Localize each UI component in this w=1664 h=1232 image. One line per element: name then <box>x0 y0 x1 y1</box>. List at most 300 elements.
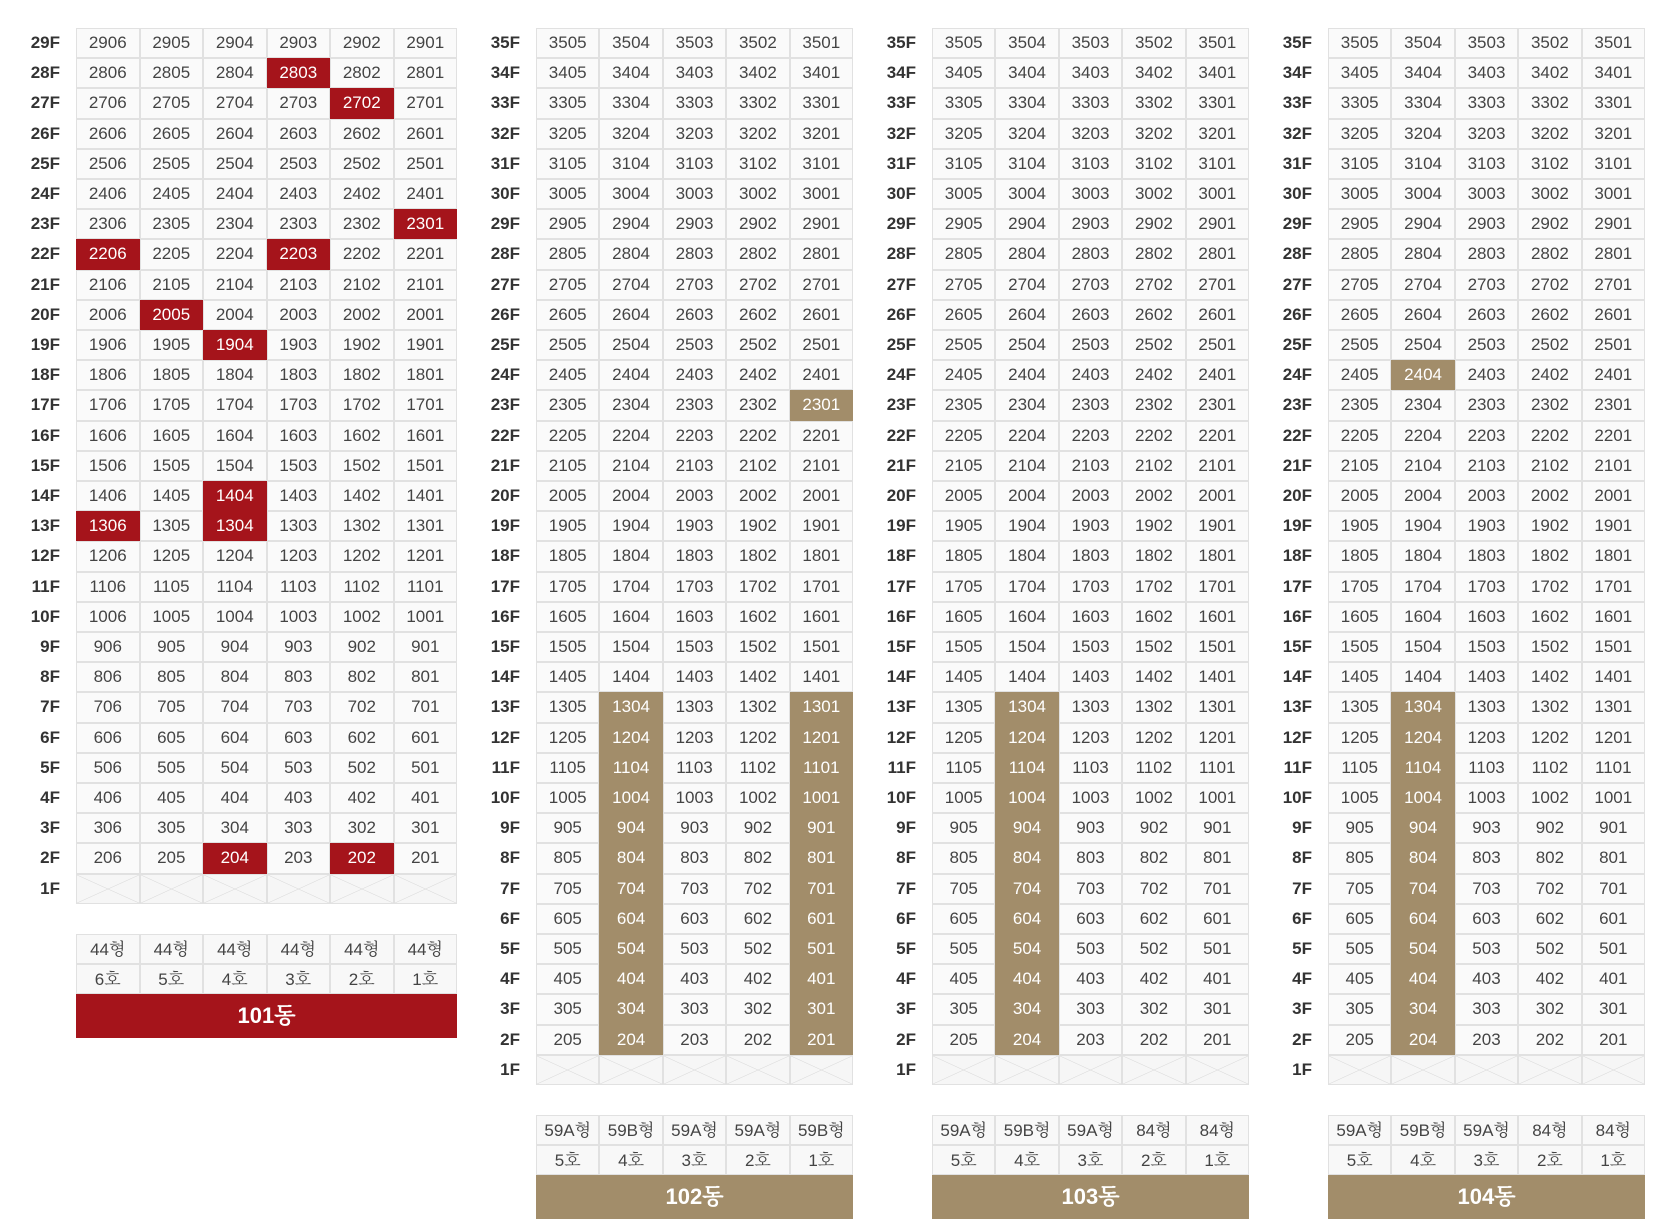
unit-cell[interactable]: 1003 <box>267 602 331 632</box>
unit-cell[interactable]: 2705 <box>1328 270 1391 300</box>
unit-cell[interactable]: 3405 <box>1328 58 1391 88</box>
unit-cell[interactable]: 3004 <box>1391 179 1454 209</box>
unit-cell[interactable]: 3204 <box>995 119 1058 149</box>
unit-cell[interactable]: 1602 <box>726 602 789 632</box>
unit-cell[interactable]: 3102 <box>1518 149 1581 179</box>
unit-cell[interactable]: 2503 <box>267 149 331 179</box>
unit-cell[interactable]: 2204 <box>599 421 662 451</box>
unit-cell[interactable]: 2404 <box>1391 360 1454 390</box>
unit-cell[interactable]: 2904 <box>995 209 1058 239</box>
unit-cell[interactable]: 1705 <box>536 572 599 602</box>
unit-cell[interactable]: 1306 <box>76 511 140 541</box>
unit-cell[interactable]: 2804 <box>599 239 662 269</box>
unit-cell[interactable]: 1901 <box>790 511 853 541</box>
unit-cell[interactable]: 605 <box>140 723 204 753</box>
unit-cell[interactable]: 1703 <box>663 572 726 602</box>
unit-cell[interactable]: 3003 <box>663 179 726 209</box>
unit-cell[interactable]: 2803 <box>267 58 331 88</box>
unit-cell[interactable]: 1102 <box>726 753 789 783</box>
unit-cell[interactable]: 2605 <box>140 119 204 149</box>
unit-cell[interactable]: 305 <box>1328 994 1391 1024</box>
unit-cell[interactable]: 804 <box>599 843 662 873</box>
unit-cell[interactable]: 3003 <box>1455 179 1518 209</box>
unit-cell[interactable]: 704 <box>1391 874 1454 904</box>
unit-cell[interactable]: 801 <box>790 843 853 873</box>
unit-cell[interactable]: 2004 <box>203 300 267 330</box>
unit-cell[interactable]: 1104 <box>995 753 1058 783</box>
unit-cell[interactable]: 904 <box>1391 813 1454 843</box>
unit-cell[interactable]: 1605 <box>932 602 995 632</box>
unit-cell[interactable]: 3402 <box>1122 58 1185 88</box>
unit-cell[interactable]: 2104 <box>995 451 1058 481</box>
unit-cell[interactable]: 2505 <box>1328 330 1391 360</box>
unit-cell[interactable]: 2803 <box>1059 239 1122 269</box>
unit-cell[interactable]: 1103 <box>1455 753 1518 783</box>
unit-cell[interactable]: 2002 <box>1122 481 1185 511</box>
unit-cell[interactable]: 1304 <box>599 692 662 722</box>
unit-cell[interactable]: 2104 <box>1391 451 1454 481</box>
unit-cell[interactable]: 206 <box>76 843 140 873</box>
unit-cell[interactable]: 2604 <box>1391 300 1454 330</box>
unit-cell[interactable]: 2101 <box>1186 451 1249 481</box>
unit-cell[interactable]: 2904 <box>203 28 267 58</box>
unit-cell[interactable]: 1905 <box>536 511 599 541</box>
unit-cell[interactable]: 2302 <box>726 390 789 420</box>
unit-cell[interactable]: 401 <box>1186 964 1249 994</box>
unit-cell[interactable]: 1001 <box>1582 783 1645 813</box>
unit-cell[interactable]: 2504 <box>599 330 662 360</box>
unit-cell[interactable]: 303 <box>663 994 726 1024</box>
unit-cell[interactable]: 2505 <box>536 330 599 360</box>
unit-cell[interactable]: 1105 <box>140 572 204 602</box>
unit-cell[interactable]: 1304 <box>1391 692 1454 722</box>
unit-cell[interactable]: 402 <box>1122 964 1185 994</box>
unit-cell[interactable]: 503 <box>1059 934 1122 964</box>
unit-cell[interactable]: 2502 <box>330 149 394 179</box>
unit-cell[interactable]: 2603 <box>663 300 726 330</box>
unit-cell[interactable]: 2401 <box>790 360 853 390</box>
unit-cell[interactable]: 1603 <box>663 602 726 632</box>
unit-cell[interactable]: 3001 <box>1186 179 1249 209</box>
unit-cell[interactable]: 1601 <box>394 421 458 451</box>
unit-cell[interactable]: 1904 <box>599 511 662 541</box>
unit-cell[interactable]: 2805 <box>536 239 599 269</box>
unit-cell[interactable]: 1604 <box>203 421 267 451</box>
unit-cell[interactable]: 301 <box>1582 994 1645 1024</box>
unit-cell[interactable]: 403 <box>663 964 726 994</box>
unit-cell[interactable]: 2103 <box>1455 451 1518 481</box>
unit-cell[interactable]: 3204 <box>1391 119 1454 149</box>
unit-cell[interactable]: 2501 <box>790 330 853 360</box>
unit-cell[interactable]: 803 <box>1059 843 1122 873</box>
unit-cell[interactable]: 205 <box>536 1025 599 1055</box>
unit-cell[interactable]: 1002 <box>330 602 394 632</box>
unit-cell[interactable]: 202 <box>330 843 394 873</box>
unit-cell[interactable]: 2504 <box>1391 330 1454 360</box>
unit-cell[interactable]: 2102 <box>1122 451 1185 481</box>
unit-cell[interactable]: 702 <box>330 692 394 722</box>
unit-cell[interactable]: 2001 <box>790 481 853 511</box>
unit-cell[interactable]: 1405 <box>536 662 599 692</box>
unit-cell[interactable]: 2902 <box>726 209 789 239</box>
unit-cell[interactable]: 302 <box>726 994 789 1024</box>
unit-cell[interactable]: 2402 <box>330 179 394 209</box>
unit-cell[interactable]: 1902 <box>330 330 394 360</box>
unit-cell[interactable]: 1301 <box>394 511 458 541</box>
unit-cell[interactable]: 506 <box>76 753 140 783</box>
unit-cell[interactable]: 1302 <box>1122 692 1185 722</box>
unit-cell[interactable]: 2104 <box>203 270 267 300</box>
unit-cell[interactable]: 1102 <box>1518 753 1581 783</box>
unit-cell[interactable]: 1002 <box>1122 783 1185 813</box>
unit-cell[interactable]: 1205 <box>536 723 599 753</box>
unit-cell[interactable]: 1604 <box>1391 602 1454 632</box>
unit-cell[interactable]: 705 <box>140 692 204 722</box>
unit-cell[interactable]: 405 <box>536 964 599 994</box>
unit-cell[interactable]: 1901 <box>1582 511 1645 541</box>
unit-cell[interactable]: 2902 <box>1122 209 1185 239</box>
unit-cell[interactable]: 1005 <box>932 783 995 813</box>
unit-cell[interactable]: 3203 <box>1059 119 1122 149</box>
unit-cell[interactable]: 3105 <box>932 149 995 179</box>
unit-cell[interactable]: 302 <box>1122 994 1185 1024</box>
unit-cell[interactable]: 2604 <box>599 300 662 330</box>
unit-cell[interactable]: 805 <box>536 843 599 873</box>
unit-cell[interactable]: 2403 <box>1059 360 1122 390</box>
unit-cell[interactable]: 303 <box>1059 994 1122 1024</box>
unit-cell[interactable]: 401 <box>1582 964 1645 994</box>
unit-cell[interactable]: 2001 <box>1186 481 1249 511</box>
unit-cell[interactable]: 404 <box>599 964 662 994</box>
unit-cell[interactable]: 502 <box>330 753 394 783</box>
unit-cell[interactable]: 1502 <box>1518 632 1581 662</box>
unit-cell[interactable]: 2605 <box>1328 300 1391 330</box>
unit-cell[interactable]: 1405 <box>140 481 204 511</box>
unit-cell[interactable]: 2802 <box>1122 239 1185 269</box>
unit-cell[interactable]: 1004 <box>995 783 1058 813</box>
unit-cell[interactable]: 703 <box>267 692 331 722</box>
unit-cell[interactable]: 2602 <box>330 119 394 149</box>
unit-cell[interactable]: 1202 <box>726 723 789 753</box>
unit-cell[interactable]: 901 <box>1582 813 1645 843</box>
unit-cell[interactable]: 503 <box>1455 934 1518 964</box>
unit-cell[interactable]: 1705 <box>140 390 204 420</box>
unit-cell[interactable]: 1505 <box>1328 632 1391 662</box>
unit-cell[interactable]: 604 <box>995 904 1058 934</box>
unit-cell[interactable]: 2503 <box>1455 330 1518 360</box>
unit-cell[interactable]: 2204 <box>1391 421 1454 451</box>
unit-cell[interactable]: 1704 <box>203 390 267 420</box>
unit-cell[interactable]: 1502 <box>726 632 789 662</box>
unit-cell[interactable]: 503 <box>267 753 331 783</box>
unit-cell[interactable]: 204 <box>1391 1025 1454 1055</box>
unit-cell[interactable]: 1203 <box>1059 723 1122 753</box>
unit-cell[interactable]: 1004 <box>1391 783 1454 813</box>
unit-cell[interactable]: 1802 <box>1122 541 1185 571</box>
unit-cell[interactable]: 1005 <box>1328 783 1391 813</box>
unit-cell[interactable]: 1804 <box>203 360 267 390</box>
unit-cell[interactable]: 1603 <box>1059 602 1122 632</box>
unit-cell[interactable]: 2903 <box>1455 209 1518 239</box>
unit-cell[interactable]: 905 <box>1328 813 1391 843</box>
unit-cell[interactable]: 1705 <box>932 572 995 602</box>
unit-cell[interactable]: 804 <box>995 843 1058 873</box>
unit-cell[interactable]: 2703 <box>1455 270 1518 300</box>
unit-cell[interactable]: 3502 <box>1122 28 1185 58</box>
unit-cell[interactable]: 402 <box>726 964 789 994</box>
unit-cell[interactable]: 3101 <box>1186 149 1249 179</box>
unit-cell[interactable]: 2406 <box>76 179 140 209</box>
unit-cell[interactable]: 704 <box>599 874 662 904</box>
unit-cell[interactable]: 902 <box>1518 813 1581 843</box>
unit-cell[interactable]: 901 <box>394 632 458 662</box>
unit-cell[interactable]: 1504 <box>599 632 662 662</box>
unit-cell[interactable]: 1804 <box>599 541 662 571</box>
unit-cell[interactable]: 2401 <box>1582 360 1645 390</box>
unit-cell[interactable]: 3505 <box>1328 28 1391 58</box>
unit-cell[interactable]: 2201 <box>394 239 458 269</box>
unit-cell[interactable]: 1601 <box>1186 602 1249 632</box>
unit-cell[interactable]: 1101 <box>1186 753 1249 783</box>
unit-cell[interactable]: 2506 <box>76 149 140 179</box>
unit-cell[interactable]: 2705 <box>932 270 995 300</box>
unit-cell[interactable]: 2402 <box>726 360 789 390</box>
unit-cell[interactable]: 605 <box>536 904 599 934</box>
unit-cell[interactable]: 1404 <box>1391 662 1454 692</box>
unit-cell[interactable]: 2102 <box>726 451 789 481</box>
unit-cell[interactable]: 2303 <box>1059 390 1122 420</box>
unit-cell[interactable]: 1703 <box>1455 572 1518 602</box>
unit-cell[interactable]: 1804 <box>1391 541 1454 571</box>
unit-cell[interactable]: 1704 <box>1391 572 1454 602</box>
unit-cell[interactable]: 2004 <box>1391 481 1454 511</box>
unit-cell[interactable]: 1002 <box>726 783 789 813</box>
unit-cell[interactable]: 705 <box>1328 874 1391 904</box>
unit-cell[interactable]: 806 <box>76 662 140 692</box>
unit-cell[interactable]: 3403 <box>1455 58 1518 88</box>
unit-cell[interactable]: 1901 <box>1186 511 1249 541</box>
unit-cell[interactable]: 2502 <box>726 330 789 360</box>
unit-cell[interactable]: 701 <box>394 692 458 722</box>
unit-cell[interactable]: 903 <box>663 813 726 843</box>
unit-cell[interactable]: 1803 <box>1455 541 1518 571</box>
unit-cell[interactable]: 3404 <box>995 58 1058 88</box>
unit-cell[interactable]: 2903 <box>267 28 331 58</box>
unit-cell[interactable]: 1605 <box>536 602 599 632</box>
unit-cell[interactable]: 3503 <box>663 28 726 58</box>
unit-cell[interactable]: 2301 <box>1582 390 1645 420</box>
unit-cell[interactable]: 3002 <box>1122 179 1185 209</box>
unit-cell[interactable]: 1102 <box>1122 753 1185 783</box>
unit-cell[interactable]: 1501 <box>394 451 458 481</box>
unit-cell[interactable]: 3004 <box>599 179 662 209</box>
unit-cell[interactable]: 1505 <box>140 451 204 481</box>
unit-cell[interactable]: 304 <box>1391 994 1454 1024</box>
unit-cell[interactable]: 302 <box>330 813 394 843</box>
unit-cell[interactable]: 2803 <box>663 239 726 269</box>
unit-cell[interactable]: 2002 <box>1518 481 1581 511</box>
unit-cell[interactable]: 1103 <box>267 572 331 602</box>
unit-cell[interactable]: 201 <box>1582 1025 1645 1055</box>
unit-cell[interactable]: 1301 <box>1186 692 1249 722</box>
unit-cell[interactable]: 2003 <box>267 300 331 330</box>
unit-cell[interactable]: 2604 <box>995 300 1058 330</box>
unit-cell[interactable]: 2501 <box>394 149 458 179</box>
unit-cell[interactable]: 505 <box>1328 934 1391 964</box>
unit-cell[interactable]: 1201 <box>394 541 458 571</box>
unit-cell[interactable]: 3203 <box>663 119 726 149</box>
unit-cell[interactable]: 2305 <box>536 390 599 420</box>
unit-cell[interactable]: 2005 <box>536 481 599 511</box>
unit-cell[interactable]: 2003 <box>1455 481 1518 511</box>
unit-cell[interactable]: 2202 <box>1518 421 1581 451</box>
unit-cell[interactable]: 1401 <box>790 662 853 692</box>
unit-cell[interactable]: 2606 <box>76 119 140 149</box>
unit-cell[interactable]: 1605 <box>140 421 204 451</box>
unit-cell[interactable]: 1801 <box>1186 541 1249 571</box>
unit-cell[interactable]: 2801 <box>1186 239 1249 269</box>
unit-cell[interactable]: 1604 <box>995 602 1058 632</box>
unit-cell[interactable]: 2105 <box>932 451 995 481</box>
unit-cell[interactable]: 2404 <box>599 360 662 390</box>
unit-cell[interactable]: 3102 <box>726 149 789 179</box>
unit-cell[interactable]: 1802 <box>726 541 789 571</box>
unit-cell[interactable]: 604 <box>203 723 267 753</box>
unit-cell[interactable]: 2503 <box>1059 330 1122 360</box>
unit-cell[interactable]: 3502 <box>1518 28 1581 58</box>
unit-cell[interactable]: 2402 <box>1518 360 1581 390</box>
unit-cell[interactable]: 202 <box>1122 1025 1185 1055</box>
unit-cell[interactable]: 2301 <box>394 209 458 239</box>
unit-cell[interactable]: 2201 <box>1582 421 1645 451</box>
unit-cell[interactable]: 1301 <box>790 692 853 722</box>
unit-cell[interactable]: 2801 <box>790 239 853 269</box>
unit-cell[interactable]: 601 <box>1186 904 1249 934</box>
unit-cell[interactable]: 2901 <box>1186 209 1249 239</box>
unit-cell[interactable]: 1502 <box>1122 632 1185 662</box>
unit-cell[interactable]: 1602 <box>1518 602 1581 632</box>
unit-cell[interactable]: 905 <box>932 813 995 843</box>
unit-cell[interactable]: 1902 <box>1122 511 1185 541</box>
unit-cell[interactable]: 2805 <box>932 239 995 269</box>
unit-cell[interactable]: 1301 <box>1582 692 1645 722</box>
unit-cell[interactable]: 501 <box>1582 934 1645 964</box>
unit-cell[interactable]: 2505 <box>932 330 995 360</box>
unit-cell[interactable]: 602 <box>330 723 394 753</box>
unit-cell[interactable]: 2601 <box>1186 300 1249 330</box>
unit-cell[interactable]: 404 <box>203 783 267 813</box>
unit-cell[interactable]: 1204 <box>995 723 1058 753</box>
unit-cell[interactable]: 2104 <box>599 451 662 481</box>
unit-cell[interactable]: 803 <box>1455 843 1518 873</box>
unit-cell[interactable]: 2205 <box>932 421 995 451</box>
unit-cell[interactable]: 402 <box>1518 964 1581 994</box>
unit-cell[interactable]: 1505 <box>932 632 995 662</box>
unit-cell[interactable]: 204 <box>995 1025 1058 1055</box>
unit-cell[interactable]: 2304 <box>599 390 662 420</box>
unit-cell[interactable]: 1106 <box>76 572 140 602</box>
unit-cell[interactable]: 1503 <box>267 451 331 481</box>
unit-cell[interactable]: 1003 <box>1455 783 1518 813</box>
unit-cell[interactable]: 1304 <box>203 511 267 541</box>
unit-cell[interactable]: 2801 <box>394 58 458 88</box>
unit-cell[interactable]: 3503 <box>1455 28 1518 58</box>
unit-cell[interactable]: 905 <box>536 813 599 843</box>
unit-cell[interactable]: 1205 <box>932 723 995 753</box>
unit-cell[interactable]: 1504 <box>203 451 267 481</box>
unit-cell[interactable]: 2703 <box>1059 270 1122 300</box>
unit-cell[interactable]: 1701 <box>394 390 458 420</box>
unit-cell[interactable]: 1404 <box>203 481 267 511</box>
unit-cell[interactable]: 1101 <box>394 572 458 602</box>
unit-cell[interactable]: 2202 <box>330 239 394 269</box>
unit-cell[interactable]: 2702 <box>1122 270 1185 300</box>
unit-cell[interactable]: 602 <box>1518 904 1581 934</box>
unit-cell[interactable]: 402 <box>330 783 394 813</box>
unit-cell[interactable]: 3203 <box>1455 119 1518 149</box>
unit-cell[interactable]: 3105 <box>1328 149 1391 179</box>
unit-cell[interactable]: 2006 <box>76 300 140 330</box>
unit-cell[interactable]: 501 <box>790 934 853 964</box>
unit-cell[interactable]: 703 <box>663 874 726 904</box>
unit-cell[interactable]: 1006 <box>76 602 140 632</box>
unit-cell[interactable]: 2005 <box>1328 481 1391 511</box>
unit-cell[interactable]: 904 <box>599 813 662 843</box>
unit-cell[interactable]: 1506 <box>76 451 140 481</box>
unit-cell[interactable]: 3102 <box>1122 149 1185 179</box>
unit-cell[interactable]: 3103 <box>1059 149 1122 179</box>
unit-cell[interactable]: 1901 <box>394 330 458 360</box>
unit-cell[interactable]: 1601 <box>1582 602 1645 632</box>
unit-cell[interactable]: 3502 <box>726 28 789 58</box>
unit-cell[interactable]: 301 <box>394 813 458 843</box>
unit-cell[interactable]: 2103 <box>267 270 331 300</box>
unit-cell[interactable]: 1906 <box>76 330 140 360</box>
unit-cell[interactable]: 3401 <box>1186 58 1249 88</box>
unit-cell[interactable]: 3101 <box>1582 149 1645 179</box>
unit-cell[interactable]: 605 <box>932 904 995 934</box>
unit-cell[interactable]: 2701 <box>1582 270 1645 300</box>
unit-cell[interactable]: 2705 <box>140 88 204 118</box>
unit-cell[interactable]: 406 <box>76 783 140 813</box>
unit-cell[interactable]: 1903 <box>1059 511 1122 541</box>
unit-cell[interactable]: 1705 <box>1328 572 1391 602</box>
unit-cell[interactable]: 2205 <box>1328 421 1391 451</box>
unit-cell[interactable]: 802 <box>726 843 789 873</box>
unit-cell[interactable]: 2301 <box>790 390 853 420</box>
unit-cell[interactable]: 501 <box>1186 934 1249 964</box>
unit-cell[interactable]: 805 <box>140 662 204 692</box>
unit-cell[interactable]: 1603 <box>1455 602 1518 632</box>
unit-cell[interactable]: 2305 <box>932 390 995 420</box>
unit-cell[interactable]: 1101 <box>1582 753 1645 783</box>
unit-cell[interactable]: 1601 <box>790 602 853 632</box>
unit-cell[interactable]: 404 <box>1391 964 1454 994</box>
unit-cell[interactable]: 2901 <box>1582 209 1645 239</box>
unit-cell[interactable]: 201 <box>394 843 458 873</box>
unit-cell[interactable]: 905 <box>140 632 204 662</box>
unit-cell[interactable]: 1302 <box>1518 692 1581 722</box>
unit-cell[interactable]: 2603 <box>267 119 331 149</box>
unit-cell[interactable]: 1101 <box>790 753 853 783</box>
unit-cell[interactable]: 505 <box>536 934 599 964</box>
unit-cell[interactable]: 2401 <box>394 179 458 209</box>
unit-cell[interactable]: 801 <box>1582 843 1645 873</box>
unit-cell[interactable]: 3002 <box>726 179 789 209</box>
unit-cell[interactable]: 403 <box>267 783 331 813</box>
unit-cell[interactable]: 303 <box>267 813 331 843</box>
unit-cell[interactable]: 405 <box>932 964 995 994</box>
